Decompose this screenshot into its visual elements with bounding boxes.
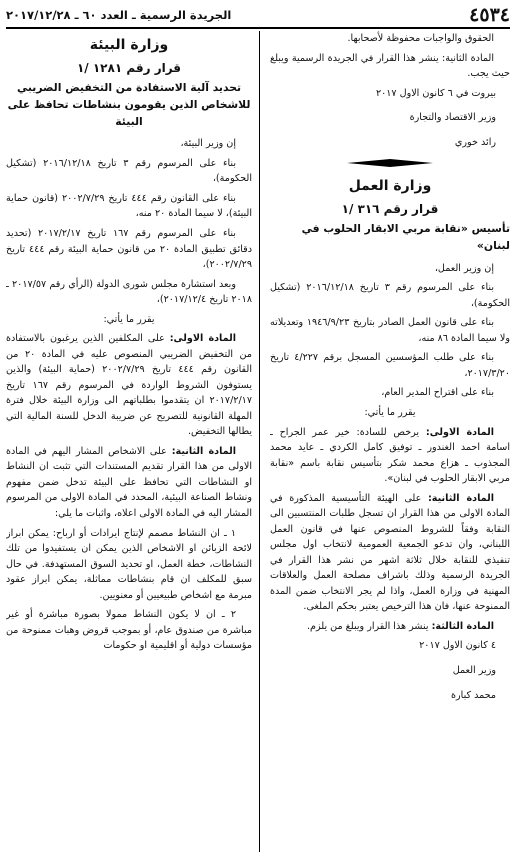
- decides-line: يقرر ما يأتي:: [364, 407, 416, 419]
- article-label: المادة الاولى:: [169, 333, 236, 345]
- preamble-line: بناء على طلب المؤسسين المسجل برقم ٤/٢٢٧ تاريخ ٢٠١٧/٣/٢٠،: [270, 352, 510, 379]
- ministry-title: وزارة العمل: [348, 178, 432, 195]
- article-label: المادة الثالثة:: [431, 620, 494, 632]
- preamble-line: إن وزير البيئة،: [180, 138, 236, 150]
- sign-name: محمد كبارة: [450, 689, 496, 701]
- sign-title: وزير الاقتصاد والتجارة: [409, 112, 496, 124]
- article-text: على الاشخاص المشار اليهم في المادة الاولى من هذا القرار تقديم المستندات التي تثبت ان النشاط او النشاطات التي تحافظ على البيئة تدخل ضمن مفهوم ونشاط الصناعة البيئية، المحدد في المادة الاولى من المرسوم المشار اليه في المادة الاولى اعلاه، واثبات ما يلي:: [6, 445, 252, 519]
- page-number: ٤٥٣٤: [469, 4, 510, 26]
- article-text: يرخص للسادة: خير عمر الجراح ـ اسامة احمد الغندور ـ توفيق كامل الكردي ـ عايد محمد المجذوب ـ هزاع محمد شكر بتأسيس نقابة باسم «نقابة مربي الابقار الحلوب في لبنان».: [270, 426, 510, 485]
- article-1: [270, 425, 510, 487]
- preamble-line: بناء على المرسوم رقم ٣ تاريخ ٢٠١٦/١٢/١٨ (تشكيل الحكومة)،: [270, 282, 510, 309]
- preamble-line: إن وزير العمل،: [434, 262, 494, 274]
- article-3: [270, 619, 510, 635]
- article-2: [6, 444, 252, 522]
- column-divider: [259, 31, 260, 852]
- preamble-line: بناء على قانون العمل الصادر بتاريخ ١٩٤٦/٩/٢٣ وتعديلاته ولا سيما المادة ٨٦ منه،: [270, 317, 510, 344]
- sign-title: وزير العمل: [452, 664, 496, 676]
- signature-block: [270, 638, 510, 703]
- text-line: المادة الثانية: ينشر هذا القرار في الجريدة الرسمية ويبلغ حيث يجب.: [270, 52, 510, 80]
- article-text: على المكلفين الذين يرغبون بالاستفادة من التخفيض الضريبي المنصوص عليه في المادة ٢٠ من القانون رقم ٤٤٤ تاريخ ٢٠٠٢/٧/٢٩ (حماية البيئة) والذين يستوفون الشروط الواردة في المرسوم رقم ١٦٧ تاريخ ٢٠١٧/٢/١٧ ان يتقدموا بطلباتهم الى وزارة البيئة خلال فترة المهلة القانونية للتصريح عن ضريبة الدخل للسنة المالية التي يطالها التخفيض.: [6, 333, 252, 438]
- page-header: [6, 3, 510, 29]
- preamble-line: بناء على القانون رقم ٤٤٤ تاريخ ٢٠٠٢/٧/٢٩ (قانون حماية البيئة)، لا سيما المادة ٢٠ منه،: [6, 192, 252, 220]
- preamble-line: بناء على المرسوم رقم ١٦٧ تاريخ ٢٠١٧/٢/١٧ (تحديد دقائق تطبيق المادة ٢٠ من قانون حماية البيئة رقم ٤٤٤ تاريخ ٢٠٠٢/٧/٢٩)،: [6, 227, 252, 271]
- decides-line: يقرر ما يأتي:: [103, 313, 155, 325]
- preamble-line: وبعد استشارة مجلس شورى الدولة (الرأي رقم ٢٠١٧/٥٧ ـ ٢٠١٨ تاريخ ٢٠١٧/١٢/٤)،: [6, 278, 252, 306]
- text-line: الحقوق والواجبات محفوظة لأصحابها.: [347, 33, 494, 44]
- sign-name: رائد خوري: [454, 136, 496, 148]
- decree-number: قرار رقم ٣١٦ /١: [341, 201, 439, 216]
- article-2: [270, 491, 510, 615]
- separator-ornament: [347, 159, 433, 167]
- decree-subject: تأسيس «نقابة مربي الابقار الحلوب في لبنان»: [301, 222, 510, 253]
- article-label: المادة الثانية:: [427, 492, 495, 504]
- article-text: على الهيئة التأسيسية المذكورة في المادة الاولى من هذا القرار ان تسجل طلبات المنتسبين الى النقابة وفقاً للشروط المنصوص عنها في قانون العمل اللبناني، وان تدعو الجمعية العمومية لانتخاب اول مجلس تنفيذي للنقابة خلال ثلاثة اشهر من نشر هذا القرار في الجريدة الرسمية وذلك باشراف مصلحة العمل والعلاقات المهنية في وزارة العمل، واذا لم يجر الانتخاب ضمن المدة الممنوحة عنها، فان هذا الترخيص يعتبر بحكم الملغى.: [270, 492, 510, 613]
- article-label: المادة الاولى:: [425, 426, 494, 438]
- ministry-title: وزارة البيئة: [89, 37, 169, 53]
- preamble-line: بناء على المرسوم رقم ٣ تاريخ ٢٠١٦/١٢/١٨ (تشكيل الحكومة)،: [6, 157, 252, 185]
- decree-number: قرار رقم ١٢٨١ /١: [76, 60, 182, 75]
- article-label: المادة الثانية:: [171, 445, 236, 457]
- preamble-line: بناء على اقتراح المدير العام،: [381, 387, 494, 399]
- left-column: [6, 31, 252, 853]
- sign-date: ٤ كانون الاول ٢٠١٧: [419, 640, 496, 652]
- signature-block: [270, 86, 510, 151]
- article-1: [6, 331, 252, 440]
- decree-subject: تحديد آلية الاستفادة من التخفيض الضريبي للاشخاص الذين يقومون بنشاطات تحافظ على البيئة: [7, 81, 251, 128]
- article-text: ينشر هذا القرار ويبلغ من يلزم.: [307, 620, 432, 632]
- list-item: ١ ـ ان النشاط مصمم لإنتاج ايرادات أو ارباح: يمكن ابراز لائحة الزبائن او الاشخاص الذين يمكن ان يستفيدوا من تلك النشاطات، خطة العمل، او تحديد السوق المستهدفة. في حال سبق للمكلف ان قام بنشاطات مماثلة، يمكن ابراز عقود مبرمة مع اشخاص طبيعيين أو معنويين.: [6, 527, 252, 601]
- running-header: الجريدة الرسمية ـ العدد ٦٠ ـ ٢٠١٧/١٢/٢٨: [6, 8, 232, 22]
- sign-date: بيروت في ٦ كانون الاول ٢٠١٧: [375, 87, 496, 99]
- list-item: ٢ ـ ان لا يكون النشاط ممولا بصورة مباشرة أو غير مباشرة من صندوق عام، أو بموجب قروض وهبات ممنوحة من مؤسسات دولية أو اقليمية او حكومات: [6, 609, 252, 652]
- right-column: [270, 31, 510, 853]
